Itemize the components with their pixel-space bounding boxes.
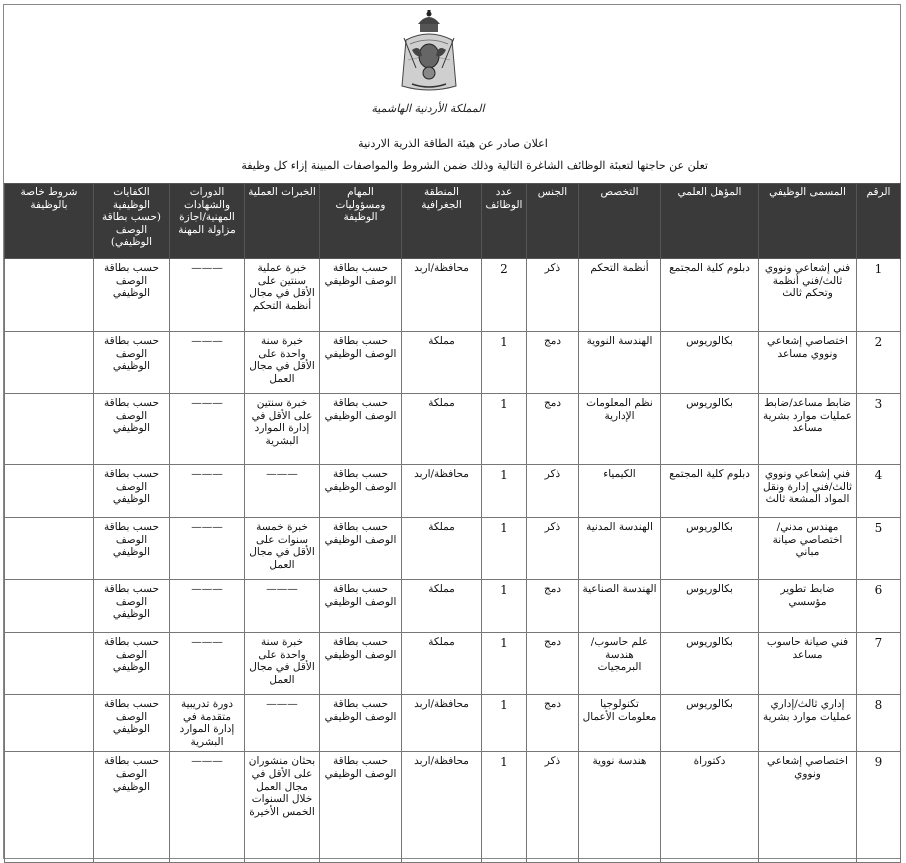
cell-no: 3 (857, 394, 901, 465)
table-row (5, 394, 901, 465)
cell-count: 1 (482, 580, 527, 633)
cell-qualification: دبلوم كلية المجتمع (661, 259, 759, 332)
cell-qualification: بكالوريوس (661, 518, 759, 580)
cell-no: 5 (857, 518, 901, 580)
cell-region: مملكة (402, 394, 482, 465)
cell-competencies: حسب بطاقة الوصف الوظيفي (94, 518, 170, 580)
cell-courses: ——— (170, 518, 245, 580)
cell-gender: دمج (527, 580, 579, 633)
kingdom-name: المملكة الأردنية الهاشمية (371, 102, 485, 115)
announcement-title: اعلان صادر عن هيئة الطاقة الذرية الاردنية (358, 137, 548, 150)
cell-qualification: بكالوريوس (661, 633, 759, 695)
cell-gender: ذكر (527, 518, 579, 580)
cell-title: إداري ثالث/إداري عمليات موارد بشرية (759, 695, 857, 752)
cell-experience: ——— (245, 580, 320, 633)
royal-emblem-icon (398, 10, 460, 94)
table-row (5, 465, 901, 518)
cell-title: ضابط تطوير مؤسسي (759, 580, 857, 633)
header-qualification: المؤهل العلمي (661, 184, 759, 259)
cell-courses: ——— (170, 633, 245, 695)
cell-experience: ——— (245, 465, 320, 518)
table-row (5, 633, 901, 695)
cell-gender: ذكر (527, 259, 579, 332)
table-row (5, 580, 901, 633)
cell-region: محافظة/اربد (402, 752, 482, 863)
cell-count: 1 (482, 695, 527, 752)
cell-courses: ——— (170, 259, 245, 332)
cell-region: مملكة (402, 633, 482, 695)
cell-duties: حسب بطاقة الوصف الوظيفي (320, 633, 402, 695)
cell-conditions (5, 332, 94, 394)
cell-specialization: الكيمياء (579, 465, 661, 518)
cell-specialization: أنظمة التحكم (579, 259, 661, 332)
cell-no: 2 (857, 332, 901, 394)
cell-title: اختصاصي إشعاعي ونووي مساعد (759, 332, 857, 394)
cell-count: 1 (482, 332, 527, 394)
cell-conditions (5, 580, 94, 633)
cell-title: مهندس مدني/اختصاصي صيانة مباني (759, 518, 857, 580)
cell-count: 2 (482, 259, 527, 332)
cell-competencies: حسب بطاقة الوصف الوظيفي (94, 695, 170, 752)
cell-gender: دمج (527, 332, 579, 394)
cell-qualification: بكالوريوس (661, 580, 759, 633)
cell-duties: حسب بطاقة الوصف الوظيفي (320, 332, 402, 394)
header-duties: المهام ومسؤوليات الوظيفة (320, 184, 402, 259)
cell-gender: ذكر (527, 465, 579, 518)
cell-specialization: الهندسة الصناعية (579, 580, 661, 633)
cell-specialization: علم حاسوب/ هندسة البرمجيات (579, 633, 661, 695)
cell-competencies: حسب بطاقة الوصف الوظيفي (94, 465, 170, 518)
cell-experience: خبرة خمسة سنوات على الأقل في مجال العمل (245, 518, 320, 580)
cell-duties: حسب بطاقة الوصف الوظيفي (320, 518, 402, 580)
table-row (5, 332, 901, 394)
cell-specialization: نظم المعلومات الإدارية (579, 394, 661, 465)
cell-region: محافظة/اربد (402, 259, 482, 332)
cell-duties: حسب بطاقة الوصف الوظيفي (320, 465, 402, 518)
cell-competencies: حسب بطاقة الوصف الوظيفي (94, 332, 170, 394)
cell-competencies: حسب بطاقة الوصف الوظيفي (94, 633, 170, 695)
cell-count: 1 (482, 518, 527, 580)
cell-gender: ذكر (527, 752, 579, 863)
cell-region: محافظة/اربد (402, 465, 482, 518)
cell-experience: خبرة عملية سنتين على الأقل في مجال أنظمة التحكم (245, 259, 320, 332)
cell-competencies: حسب بطاقة الوصف الوظيفي (94, 752, 170, 863)
cell-conditions (5, 633, 94, 695)
cell-no: 1 (857, 259, 901, 332)
cell-gender: دمج (527, 633, 579, 695)
cell-experience: ——— (245, 695, 320, 752)
cell-conditions (5, 394, 94, 465)
header-title: المسمى الوظيفي (759, 184, 857, 259)
header-count: عدد الوظائف (482, 184, 527, 259)
cell-no: 7 (857, 633, 901, 695)
cell-qualification: بكالوريوس (661, 394, 759, 465)
header-conditions: شروط خاصة بالوظيفة (5, 184, 94, 259)
cell-qualification: دكتوراة (661, 752, 759, 863)
cell-competencies: حسب بطاقة الوصف الوظيفي (94, 394, 170, 465)
cell-title: فني إشعاعي ونووي ثالث/فني أنظمة وتحكم ثالث (759, 259, 857, 332)
table-row (5, 695, 901, 752)
header-specialization: التخصص (579, 184, 661, 259)
cell-courses: ——— (170, 752, 245, 863)
cell-conditions (5, 465, 94, 518)
cell-title: فني صيانة حاسوب مساعد (759, 633, 857, 695)
cell-qualification: بكالوريوس (661, 695, 759, 752)
cell-competencies: حسب بطاقة الوصف الوظيفي (94, 580, 170, 633)
cell-title: ضابط مساعد/ضابط عمليات موارد بشرية مساعد (759, 394, 857, 465)
cell-experience: خبرة سنتين على الأقل في إدارة الموارد البشرية (245, 394, 320, 465)
cell-count: 1 (482, 633, 527, 695)
cell-courses: دورة تدريبية متقدمة في إدارة الموارد البشرية (170, 695, 245, 752)
cell-no: 4 (857, 465, 901, 518)
cell-experience: خبرة سنة واحدة على الأقل في مجال العمل (245, 332, 320, 394)
cell-title: فني إشعاعي ونووي ثالث/فني إدارة ونقل المواد المشعة ثالث (759, 465, 857, 518)
cell-courses: ——— (170, 580, 245, 633)
table-row (5, 259, 901, 332)
jobs-table (4, 183, 901, 863)
cell-experience: خبرة سنة واحدة على الأقل في مجال العمل (245, 633, 320, 695)
cell-duties: حسب بطاقة الوصف الوظيفي (320, 394, 402, 465)
cell-region: مملكة (402, 580, 482, 633)
header-competencies: الكفايات الوظيفية (حسب بطاقة الوصف الوظيفي) (94, 184, 170, 259)
cell-count: 1 (482, 394, 527, 465)
header-gender: الجنس (527, 184, 579, 259)
cell-courses: ——— (170, 465, 245, 518)
cell-competencies: حسب بطاقة الوصف الوظيفي (94, 259, 170, 332)
cell-duties: حسب بطاقة الوصف الوظيفي (320, 695, 402, 752)
table-row (5, 518, 901, 580)
cell-specialization: الهندسة المدنية (579, 518, 661, 580)
cell-conditions (5, 259, 94, 332)
cell-conditions (5, 518, 94, 580)
cell-count: 1 (482, 465, 527, 518)
cell-duties: حسب بطاقة الوصف الوظيفي (320, 580, 402, 633)
cell-gender: دمج (527, 695, 579, 752)
cell-specialization: هندسة نووية (579, 752, 661, 863)
table-header-row (5, 184, 901, 259)
cell-gender: دمج (527, 394, 579, 465)
cell-qualification: بكالوريوس (661, 332, 759, 394)
cell-courses: ——— (170, 332, 245, 394)
header-region: المنطقة الجغرافية (402, 184, 482, 259)
cell-conditions (5, 695, 94, 752)
cell-specialization: تكنولوجيا معلومات الأعمال (579, 695, 661, 752)
cell-region: مملكة (402, 332, 482, 394)
header-courses: الدورات والشهادات المهنية/اجازة مزاولة المهنة (170, 184, 245, 259)
cell-duties: حسب بطاقة الوصف الوظيفي (320, 752, 402, 863)
header-no: الرقم (857, 184, 901, 259)
cell-count: 1 (482, 752, 527, 863)
cell-no: 8 (857, 695, 901, 752)
cell-qualification: دبلوم كلية المجتمع (661, 465, 759, 518)
table-row (5, 752, 901, 863)
announcement-intro: تعلن عن حاجتها لتعبئة الوظائف الشاغرة التالية وذلك ضمن الشروط والمواصفات المبينة إزاء كل وظيفة (241, 159, 708, 172)
cell-courses: ——— (170, 394, 245, 465)
cell-experience: بحثان منشوران على الأقل في مجال العمل خلال السنوات الخمس الأخيرة (245, 752, 320, 863)
cell-no: 6 (857, 580, 901, 633)
cell-region: محافظة/اربد (402, 695, 482, 752)
cell-duties: حسب بطاقة الوصف الوظيفي (320, 259, 402, 332)
header-experience: الخبرات العملية (245, 184, 320, 259)
cell-title: اختصاصي إشعاعي ونووي (759, 752, 857, 863)
cell-specialization: الهندسة النووية (579, 332, 661, 394)
cell-no: 9 (857, 752, 901, 863)
cell-conditions (5, 752, 94, 863)
cell-region: مملكة (402, 518, 482, 580)
